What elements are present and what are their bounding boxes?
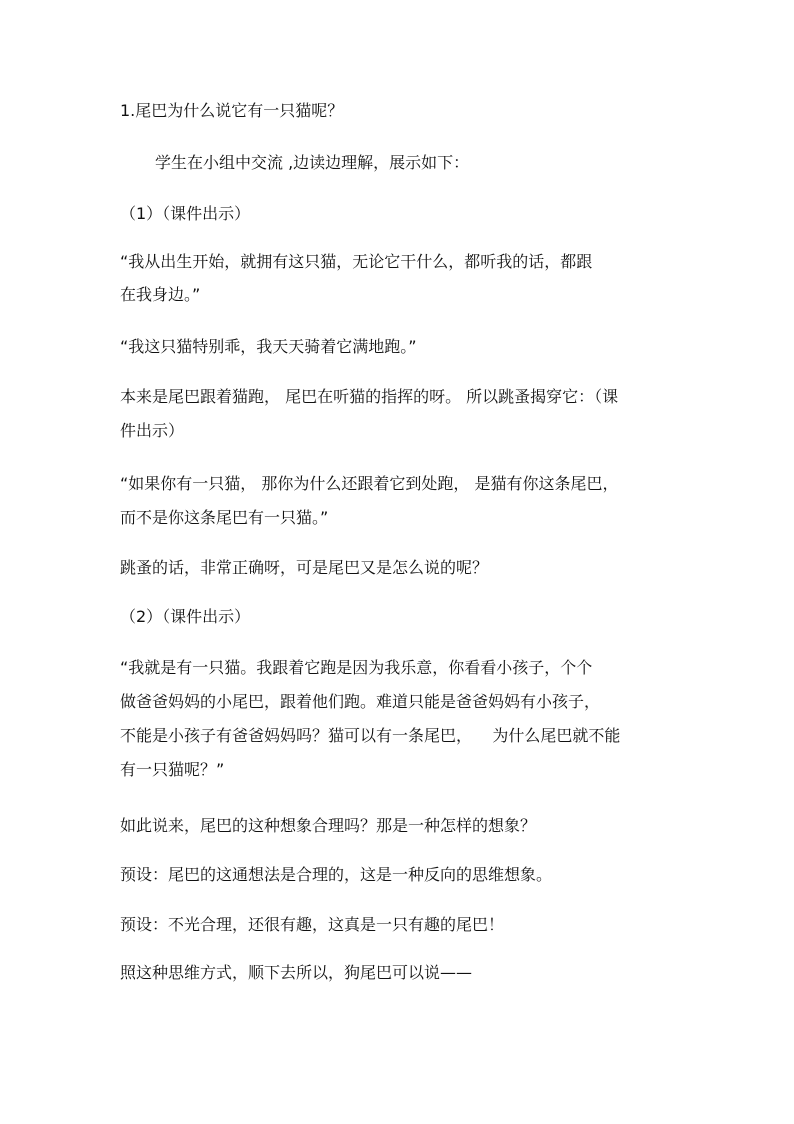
quote-1-line-1: “我从出生开始，就拥有这只猫，无论它干什么，都听我的话，都跟 (120, 252, 593, 271)
courseware-label-2: （2）（课件出示） (120, 607, 251, 626)
paragraph-1-line-1: 本来是尾巴跟着猫跑， 尾巴在听猫的指挥的呀。 所以跳蚤揭穿它：（课 (120, 387, 619, 406)
quote-4-line-2: 做爸爸妈妈的小尾巴，跟着他们跑。难道只能是爸爸妈妈有小孩子， (120, 692, 601, 711)
quote-3-line-2: 而不是你这条尾巴有一只猫。” (120, 508, 329, 527)
paragraph-3: 如此说来，尾巴的这种想象合理吗？那是一种怎样的想象？ (120, 816, 537, 835)
quote-3-line-1: “如果你有一只猫， 那你为什么还跟着它到处跑， 是猫有你这条尾巴， (120, 474, 619, 493)
question-heading: 1.尾巴为什么说它有一只猫呢？ (120, 101, 344, 120)
quote-4-line-3: 不能是小孩子有爸爸妈妈吗？猫可以有一条尾巴， 为什么尾巴就不能 (120, 726, 621, 745)
quote-2: “我这只猫特别乖，我天天骑着它满地跑。” (120, 337, 417, 356)
quote-4-line-4: 有一只猫呢？” (120, 760, 225, 779)
preset-2: 预设：不光合理，还很有趣，这真是一只有趣的尾巴！ (120, 915, 505, 934)
paragraph-1-line-2: 件出示） (120, 421, 185, 440)
quote-1-line-2: 在我身边。” (120, 285, 201, 304)
preset-1: 预设：尾巴的这通想法是合理的，这是一种反向的思维想象。 (120, 865, 553, 884)
quote-4-line-1: “我就是有一只猫。我跟着它跑是因为我乐意，你看看小孩子，个个 (120, 658, 593, 677)
paragraph-4: 照这种思维方式，顺下去所以，狗尾巴可以说—— (120, 963, 473, 982)
intro-paragraph: 学生在小组中交流 ,边读边理解，展示如下： (155, 153, 470, 172)
paragraph-2: 跳蚤的话，非常正确呀，可是尾巴又是怎么说的呢？ (120, 558, 489, 577)
courseware-label-1: （1）（课件出示） (120, 204, 251, 223)
